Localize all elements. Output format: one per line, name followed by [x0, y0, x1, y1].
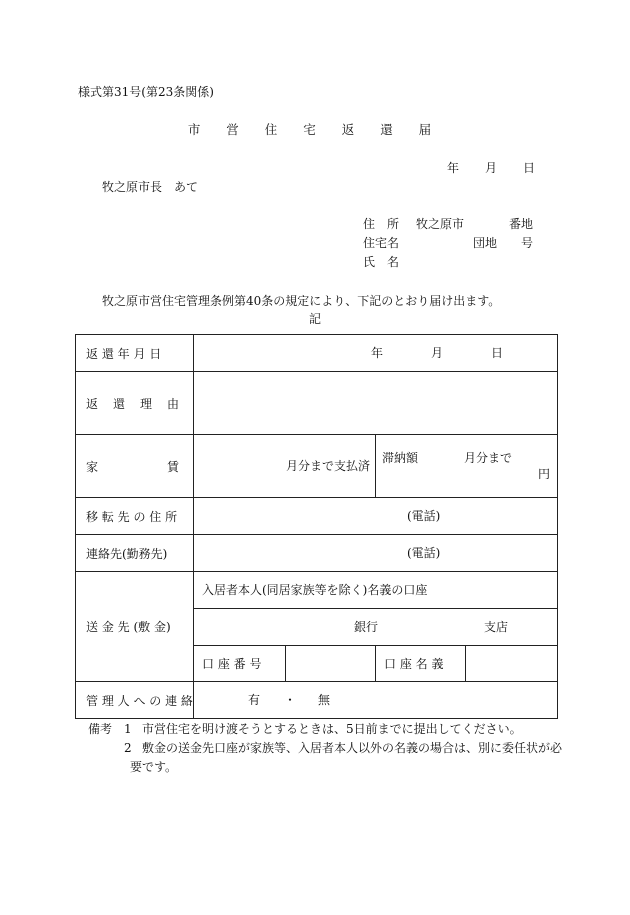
account-number-field[interactable] [286, 646, 376, 682]
return-date-label: 返 還 年 月 日 [76, 335, 194, 372]
return-form-table [75, 334, 558, 719]
return-day-label: 日 [491, 346, 504, 360]
contact-phone-label: (電話) [407, 546, 441, 560]
manager-separator: ・ [284, 693, 297, 707]
row-rent [76, 435, 558, 498]
note-1-number: 1 [124, 722, 132, 736]
arrears-field[interactable] [376, 435, 558, 498]
note-2-text-line1: 敷金の送金先口座が家族等、入居者本人以外の名義の場合は、別に委任状が必 [142, 741, 563, 755]
deposit-account-note-cell [194, 572, 558, 609]
contact-label: 連絡先(勤務先) [76, 535, 194, 572]
address-label: 住 所 [363, 217, 400, 231]
row-new-address [76, 498, 558, 535]
arrears-label: 滞納額 [382, 451, 419, 465]
note-2-number: 2 [124, 741, 132, 755]
applicant-block [363, 218, 563, 278]
row-contact [76, 535, 558, 572]
addressee: 牧之原市長 あて [102, 180, 199, 194]
return-month-label: 月 [431, 346, 444, 360]
return-date-field[interactable] [194, 335, 558, 372]
notes-heading: 備考 [88, 722, 113, 736]
branch-label: 支店 [484, 620, 509, 634]
date-day-label: 日 [523, 161, 536, 175]
deposit-label: 送 金 先 (敷 金) [76, 572, 194, 682]
ki-heading: 記 [308, 312, 321, 326]
row-reason [76, 372, 558, 435]
manager-field[interactable] [194, 682, 558, 719]
housing-suffix-go: 号 [521, 236, 534, 250]
account-holder-label: 口 座 名 義 [376, 646, 466, 682]
rent-paid-text: 月分まで支払済 [286, 459, 371, 473]
return-year-label: 年 [371, 346, 384, 360]
row-deposit-1 [76, 572, 558, 609]
date-month-label: 月 [485, 161, 498, 175]
name-label: 氏 名 [363, 255, 400, 269]
note-2-text-line2: 要です。 [130, 760, 178, 774]
date-year-label: 年 [447, 161, 460, 175]
address-suffix: 番地 [509, 217, 534, 231]
account-holder-field[interactable] [466, 646, 558, 682]
statement-text: 牧之原市営住宅管理条例第40条の規定により、下記のとおり届け出ます。 [102, 294, 501, 308]
new-address-label: 移 転 先 の 住 所 [76, 498, 194, 535]
manager-no-option[interactable]: 無 [318, 693, 331, 707]
form-number: 様式第31号(第23条関係) [78, 85, 214, 99]
row-return-date [76, 335, 558, 372]
new-address-phone-label: (電話) [407, 509, 441, 523]
rent-paid-field[interactable] [194, 435, 376, 498]
arrears-until-label: 月分まで [464, 451, 513, 465]
account-number-label: 口 座 番 号 [194, 646, 286, 682]
address-prefix: 牧之原市 [416, 217, 465, 231]
row-manager [76, 682, 558, 719]
contact-field[interactable] [194, 535, 558, 572]
manager-yes-option[interactable]: 有 [248, 693, 261, 707]
manager-label: 管 理 人 へ の 連 絡 [76, 682, 194, 719]
arrears-yen-label: 円 [538, 467, 551, 481]
housing-label: 住宅名 [363, 236, 400, 250]
document-title: 市 営 住 宅 返 還 届 [187, 122, 443, 137]
rent-label: 家 賃 [76, 435, 194, 498]
deposit-account-note: 入居者本人(同居家族等を除く)名義の口座 [202, 583, 428, 597]
housing-suffix-danchi: 団地 [473, 236, 498, 250]
bank-label: 銀行 [354, 620, 379, 634]
new-address-field[interactable] [194, 498, 558, 535]
reason-field[interactable] [194, 372, 558, 435]
note-1-text: 市営住宅を明け渡そうとするときは、5日前までに提出してください。 [142, 722, 522, 736]
bank-field[interactable] [194, 609, 558, 646]
reason-label: 返 還 理 由 [76, 372, 194, 435]
